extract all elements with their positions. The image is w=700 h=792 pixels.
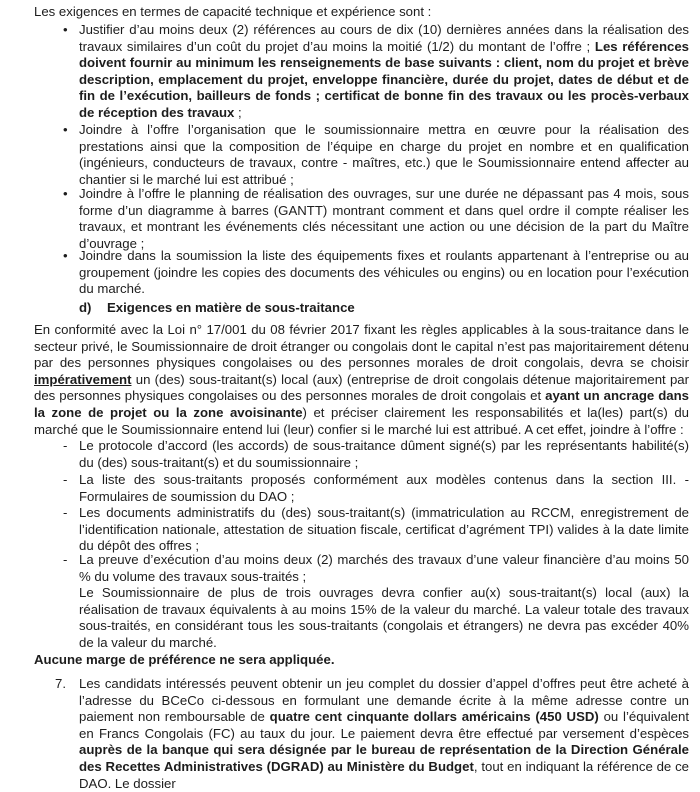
dash-marker: - <box>63 552 68 567</box>
bullet-bold-text: Les références doivent fournir au minimum les renseignements de base suivants : client, nom du projet et brève description, emplacement du projet, enveloppe financière, durée du projet, dates de début et de fin de l’exécution, bailleurs de fonds ; certificat de bonne fin des travaux ou les procès-verbaux de réception des travaux <box>79 38 690 120</box>
dash-text: Les documents administratifs du (des) sous-traitant(s) (immatriculation au RCCM, enregistrement de l’identification nationale, attestation de situation fiscale, certificat d’agrément TPI) valides à la date limite du dépôt des offres ; <box>79 505 689 554</box>
dash-continuation: Le Soumissionnaire de plus de trois ouvrages devra confier au(x) sous-traitant(s) local (aux) la réalisation de travaux équivalents à au moins 15% de la valeur du marché. La valeur totale des travaux sous-traités, en considérant tous les sous-traitants (congolais et étrangers) ne devra pas excéder 40% de la valeur du marché. <box>79 585 689 650</box>
bullet-marker: • <box>63 248 68 263</box>
bullet-item-planning <box>63 186 689 252</box>
item7-text-2: ou l’équivalent en Francs Congolais (FC) au taux du jour. Le paiement devra être effectué par versement d’espèces <box>79 709 689 741</box>
dash-marker: - <box>63 472 68 487</box>
dash-item-documents <box>63 505 689 555</box>
bullet-text: Joindre dans la soumission la liste des équipements fixes et roulants appartenant à l’entreprise ou au groupement (joindre les copies des documents des véhicules ou engins) ou en location pour l’exécution du marché. <box>79 248 689 297</box>
bullet-item-equipements <box>63 248 689 298</box>
paragraph-text-3: ) et préciser clairement les responsabilités et la(les) part(s) du marché que le Soumissionnaire entend lui (leur) confier si le marché lui est attribué. A cet effet, joindre à l’offre : <box>34 404 689 437</box>
paragraph-bold: ayant un ancrage dans la zone de projet ou la zone avoisinante <box>34 388 689 420</box>
bullet-item-organisation <box>63 122 689 188</box>
bullet-tail: ; <box>234 104 242 120</box>
bullet-text: Justifier d’au moins deux (2) références au cours de dix (10) dernières années dans la réalisation des travaux similaires d’un coût du projet d’au moins la moitié (1/2) du montant de l’offre ; <box>79 22 689 54</box>
bullet-marker: • <box>63 186 68 201</box>
dash-marker: - <box>63 505 68 520</box>
dash-marker: - <box>63 438 68 453</box>
item-number: 7. <box>55 676 66 691</box>
subsection-title: Exigences en matière de sous-traitance <box>107 300 355 315</box>
bullet-item-references <box>63 22 690 122</box>
paragraph-text-2: un (des) sous-traitant(s) local (aux) (entreprise de droit congolais détenue majoritairement par des personnes physiques congolaises ou des personnes morales de droit congolais et <box>34 371 689 404</box>
item7-bold-amount: quatre cent cinquante dollars américains (450 USD) <box>269 709 599 725</box>
dash-item-preuve <box>63 552 689 652</box>
bullet-text: Joindre à l’offre le planning de réalisation des ouvrages, sur une durée ne dépassant pas 4 mois, sous forme d’un diagramme à barres (GANTT) montrant comment et dans quel ordre il compte réaliser les travaux, et montrant les événements clés nécessitant une action ou une décision de la part du Maître d’ouvrage ; <box>79 186 689 251</box>
bullet-text: Joindre à l’offre l’organisation que le soumissionnaire mettra en œuvre pour la réalisation des prestations ainsi que la composition de l’équipe en charge du projet en nombre et en qualification (ingénieurs, conducteurs de travaux, contre - maîtres, etc.) que le Soumissionnaire entend affecter au chantier si le marché lui est attribué ; <box>79 122 689 187</box>
dash-text: Le protocole d’accord (les accords) de sous-traitance dûment signé(s) par les représentants habilité(s) du (des) sous-traitant(s) et du soumissionnaire ; <box>79 438 689 470</box>
dash-item-protocole <box>63 438 689 471</box>
subcontracting-paragraph <box>34 322 689 438</box>
no-preference-margin: Aucune marge de préférence ne sera appliquée. <box>34 652 335 667</box>
item7-text-3: , tout en indiquant la référence de ce DAO. Le dossier <box>79 758 690 791</box>
bullet-marker: • <box>63 22 68 37</box>
intro-text: Les exigences en termes de capacité technique et expérience sont : <box>34 4 432 19</box>
item7-text-1: Les candidats intéressés peuvent obtenir un jeu complet du dossier d’appel d’offres peut être acheté à l’adresse du BCeCo ci-dessous en formulant une demande écrite à la même adresse contre un paiement non remboursable de <box>79 676 689 725</box>
dash-text: La preuve d’exécution d’au moins deux (2) marchés des travaux d’une valeur financière d’au moins 50 % du volume des travaux sous-traités ; <box>79 552 689 584</box>
bullet-marker: • <box>63 122 68 137</box>
subsection-letter: d) <box>79 300 92 315</box>
dash-text: La liste des sous-traitants proposés conformément aux modèles contenus dans la section III. - Formulaires de soumission du DAO ; <box>79 472 689 504</box>
item7-bold-bank: auprès de la banque qui sera désignée par le bureau de représentation de la Direction Générale des Recettes Administratives (DGRAD) au Ministère du Budget <box>79 742 689 774</box>
paragraph-text-1: En conformité avec la Loi n° 17/001 du 08 février 2017 fixant les règles applicables à la sous-traitance dans le secteur privé, le Soumissionnaire de droit étranger ou congolais dont le capital n’est pas majoritairement détenu par des personnes physiques congolaises ou des personnes morales de droit congolais, devra se choisir <box>34 322 689 371</box>
paragraph-emphasis: impérativement <box>34 371 132 387</box>
dash-item-liste <box>63 472 689 505</box>
